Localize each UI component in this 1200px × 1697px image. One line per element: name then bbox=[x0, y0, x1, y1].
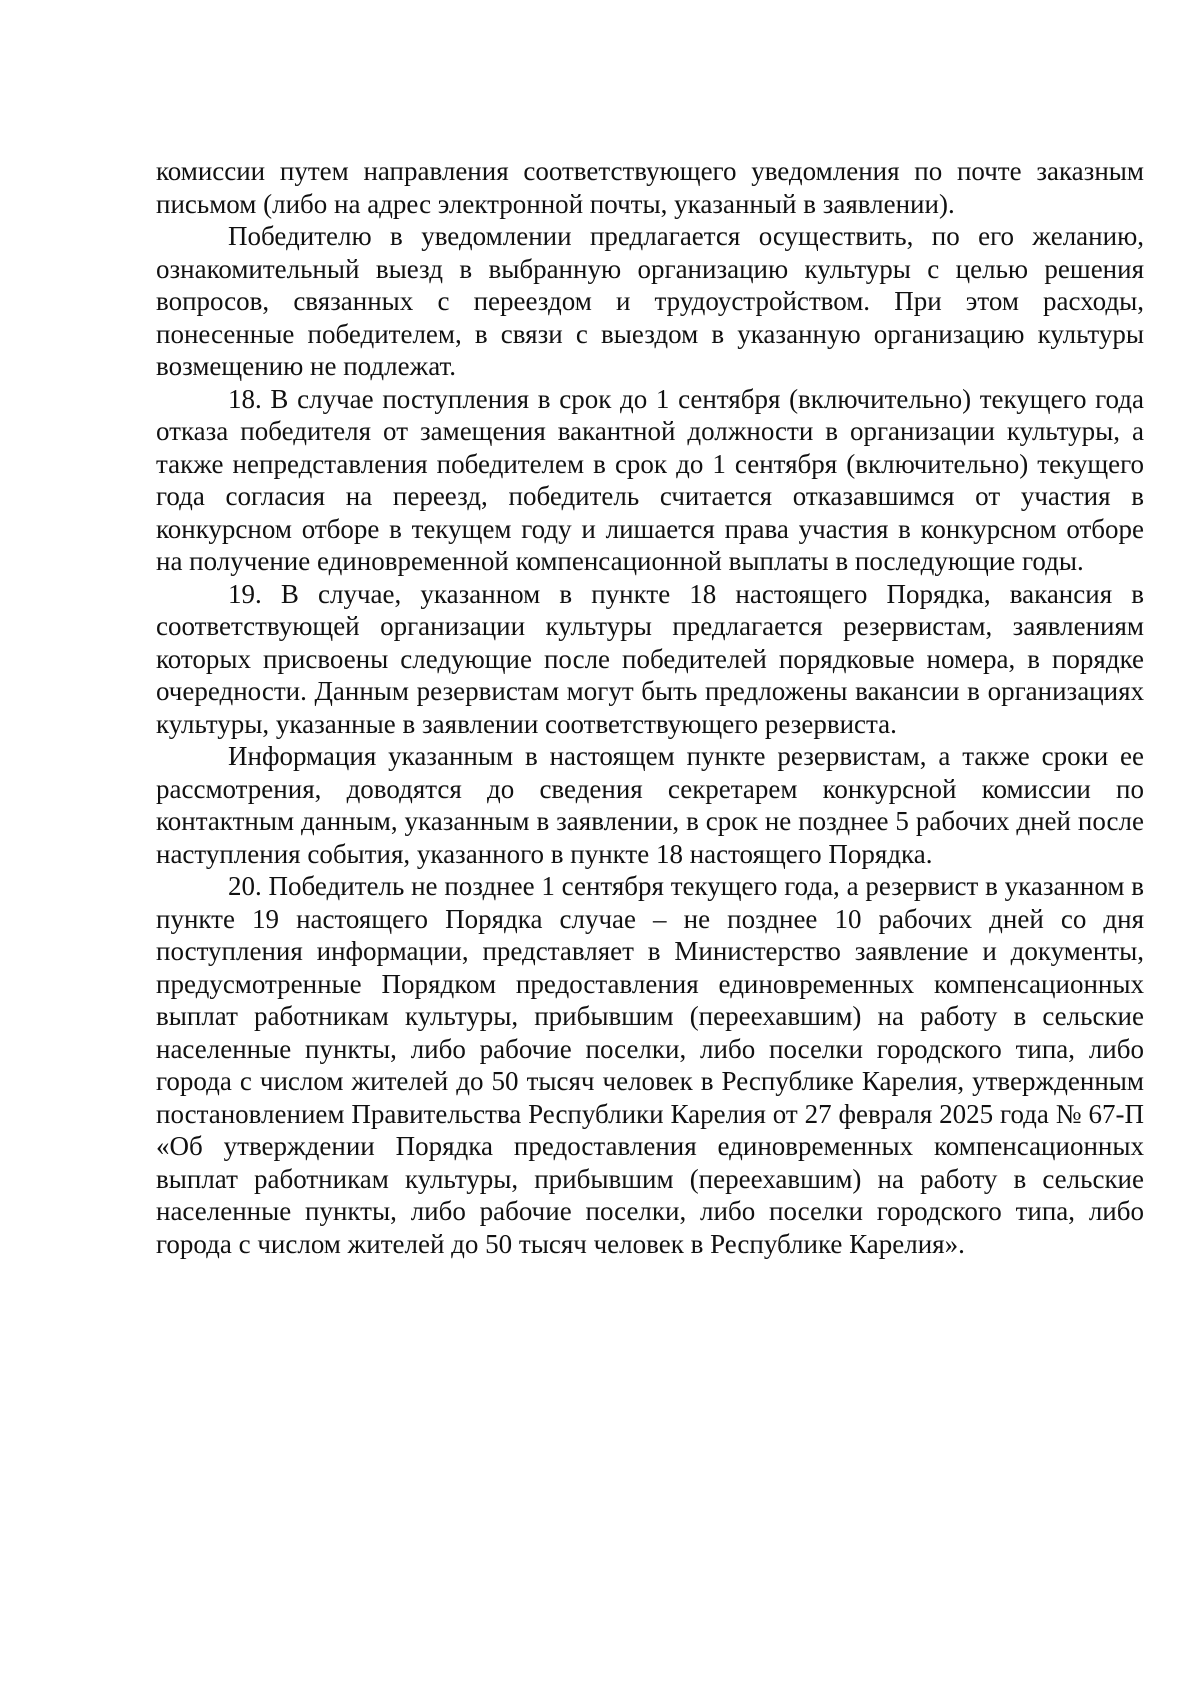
paragraph-winner-visit: Победителю в уведомлении предлагается осуществить, по его желанию, ознакомительный выезд в выбранную организацию культуры с целью решения вопросов, связанных с переездом и трудоустройством. При этом расходы, понесенные победителем, в связи с выездом в указанную организацию культуры возмещению не подлежат. bbox=[156, 221, 1144, 381]
document-page bbox=[156, 155, 1144, 1260]
paragraph-reservist-info: Информация указанным в настоящем пункте резервистам, а также сроки ее рассмотрения, доводятся до сведения секретарем конкурсной комиссии по контактным данным, указанным в заявлении, в срок не позднее 5 рабочих дней после наступления события, указанного в пункте 18 настоящего Порядка. bbox=[156, 741, 1144, 869]
paragraph-clause-18: 18. В случае поступления в срок до 1 сентября (включительно) текущего года отказа победителя от замещения вакантной должности в организации культуры, а также непредставления победителем в срок до 1 сентября (включительно) текущего года согласия на переезд, победитель считается отказавшимся от участия в конкурсном отборе в текущем году и лишается права участия в конкурсном отборе на получение единовременной компенсационной выплаты в последующие годы. bbox=[156, 383, 1144, 576]
paragraph-clause-19: 19. В случае, указанном в пункте 18 настоящего Порядка, вакансия в соответствующей организации культуры предлагается резервистам, заявлениям которых присвоены следующие после победителей порядковые номера, в порядке очередности. Данным резервистам могут быть предложены вакансии в организациях культуры, указанные в заявлении соответствующего резервиста. bbox=[156, 578, 1144, 739]
paragraph-commission-notice: комиссии путем направления соответствующего уведомления по почте заказным письмом (либо на адрес электронной почты, указанный в заявлении). bbox=[156, 156, 1144, 219]
paragraph-clause-20: 20. Победитель не позднее 1 сентября текущего года, а резервист в указанном в пункте 19 настоящего Порядка случае – не позднее 10 рабочих дней со дня поступления информации, представляет в Министерство заявление и документы, предусмотренные Порядком предоставления единовременных компенсационных выплат работникам культуры, прибывшим (переехавшим) на работу в сельские населенные пункты, либо рабочие поселки, либо поселки городского типа, либо города с числом жителей до 50 тысяч человек в Республике Карелия, утвержденным постановлением Правительства Республики Карелия от 27 февраля 2025 года № 67-П «Об утверждении Порядка предоставления единовременных компенсационных выплат работникам культуры, прибывшим (переехавшим) на работу в сельские населенные пункты, либо рабочие поселки, либо поселки городского типа, либо города с числом жителей до 50 тысяч человек в Республике Карелия». bbox=[156, 871, 1144, 1259]
